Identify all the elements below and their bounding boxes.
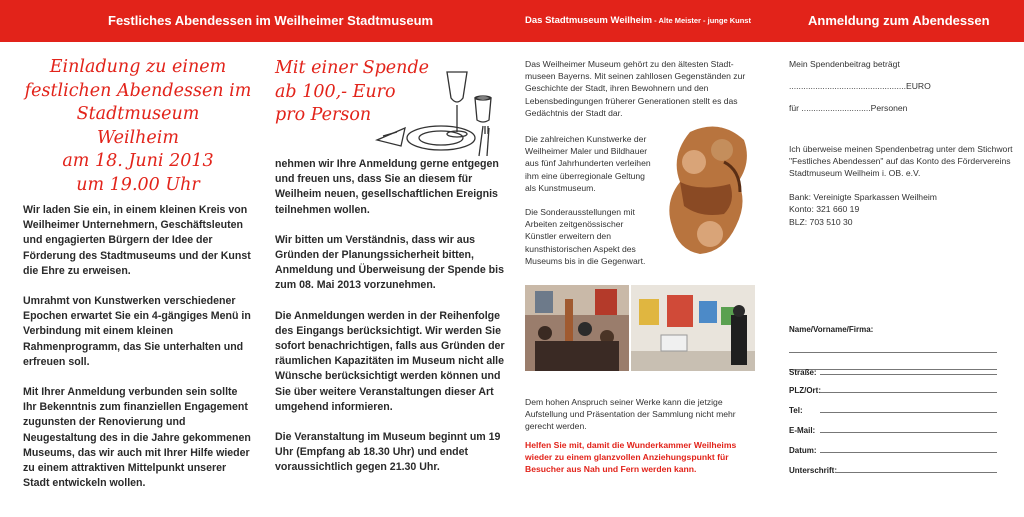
signature-field[interactable] <box>835 458 997 473</box>
persons-line[interactable]: für .............................Personen <box>789 103 908 114</box>
field-label-plz: PLZ/Ort: <box>789 386 821 395</box>
field-label-date: Datum: <box>789 446 817 455</box>
header-title-mid-main: Das Stadtmuseum Weilheim <box>525 15 653 26</box>
date-field[interactable] <box>820 438 997 453</box>
field-label-tel: Tel: <box>789 406 803 415</box>
spende-line: Mit einer Spende <box>275 58 429 78</box>
spende-line: ab 100,- Euro <box>275 81 396 102</box>
angel-sculpture-image <box>660 122 756 262</box>
plz-field[interactable] <box>820 378 997 393</box>
col3-call-to-action: Helfen Sie mit, damit die Wunderkammer Weilheims wieder zu einem glanzvollen Anziehungspunkt für Besucher aus Nah und Fern werden kann. <box>525 439 737 475</box>
email-field[interactable] <box>820 418 997 433</box>
col1-para: Umrahmt von Kunstwerken verschiedener Epochen erwartet Sie ein 4-gängiges Menü in Verbindung mit einem kleinen Rahmenprogramm, das Sie unterhalten und erfreuen soll. <box>23 295 251 368</box>
col3-para: Das Weilheimer Museum gehört zu den ältesten Stadt-museen Bayerns. Mit seinen zahllosen Gegenständen zur Geschichte der Stadt, ihren Bewohnern und den Lebensbedingungen früherer Generationen stellt es das Gedächtnis der Stadt dar. <box>525 59 746 118</box>
col2-para: Die Veranstaltung im Museum beginnt um 19 Uhr (Empfang ab 18.30 Uhr) und endet voraussichtlich gegen 21.30 Uhr. <box>275 431 501 474</box>
street-field[interactable] <box>820 360 997 375</box>
header-title-mid <box>525 0 751 42</box>
bank-line: Bank: Vereinigte Sparkassen Weilheim <box>789 192 937 203</box>
col2-para: nehmen wir Ihre Anmeldung gerne entgegen und freuen uns, dass Sie an diesem für Weilheim neuen, gesellschaftlichen Ereignis teilnehmen wollen. <box>275 158 499 216</box>
name-field[interactable] <box>789 338 997 353</box>
museum-visitors-photo <box>525 285 629 371</box>
col2-text <box>275 157 507 491</box>
col3-para: Dem hohen Anspruch seiner Werke kann die jetzige Aufstellung und Präsentation der Sammlung nicht mehr gerecht werden. <box>525 397 736 432</box>
konto-line: Konto: 321 660 19 <box>789 204 860 215</box>
col1-para: Mit Ihrer Anmeldung verbunden sein sollte Ihr Bekenntnis zum finanziellen Engagement zugunsten der Renovierung und Neugestaltung des in die Jahre gekommenen Museums, das wir auch mit Ihrer Hilfe wieder zu einem attraktiven Mittelpunkt unserer Stadt entwickeln wollen. <box>23 386 251 490</box>
col3-text-mid <box>525 133 655 279</box>
col3-text-bottom <box>525 396 757 487</box>
col2-para: Die Anmeldungen werden in der Reihenfolge des Eingangs berücksichtigt. Wir werden Sie sofort benachrichtigen, falls aus Gründen der räumlichen Kapazitäten im Museum nicht alle Wünsche berücksichtigt werden können und Sie über weitere Veranstaltungen dieser Art umgehend informieren. <box>275 309 505 413</box>
col3-para: Die Sonderausstellungen mit Arbeiten zeitgenössischer Künstler erweitern den kunsthistorischen Aspekt des Museums bis in die Gegenwart. <box>525 207 646 266</box>
registration-form-top <box>789 58 1014 228</box>
tel-field[interactable] <box>820 398 997 413</box>
col1-text <box>23 203 253 506</box>
col3-text-top <box>525 58 757 131</box>
invite-line: Stadtmuseum <box>76 104 200 124</box>
field-label-email: E-Mail: <box>789 426 816 435</box>
col2-para: Wir bitten um Verständnis, dass wir aus Gründen der Planungssicherheit bitten, Anmeldung und Überweisung der Spende bis zum 08. Mai 2013 vorzunehmen. <box>275 233 504 292</box>
col1-para: Wir laden Sie ein, in einem kleinen Kreis von Weilheimer Unternehmern, Geschäftsleuten und engagierten Bürgern der Idee der Förderung des Stadtmuseums und der Kunst die Ehre zu erweisen. <box>23 204 251 277</box>
gallery-exhibition-photo <box>631 285 755 371</box>
invite-line: am 18. Juni 2013 <box>62 151 214 171</box>
header-title-left: Festliches Abendessen im Weilheimer Stadtmuseum <box>108 13 434 28</box>
field-label-street: Straße: <box>789 368 817 377</box>
invite-line: Einladung zu einem <box>49 57 227 77</box>
table-setting-illustration <box>375 68 500 158</box>
invite-line: Weilheim <box>97 127 179 148</box>
header-title-right: Anmeldung zum Abendessen <box>808 13 990 28</box>
col3-para: Die zahlreichen Kunstwerke der Weilheimer Maler und Bildhauer aus fünf Jahrhunderten verleihen ihm eine überregionale Geltung als Kunstmuseum. <box>525 134 651 193</box>
invite-line: um 19.00 Uhr <box>76 174 200 195</box>
invitation-heading <box>18 56 258 197</box>
donation-amount-line[interactable]: .................................................EURO <box>789 81 931 92</box>
field-label-signature: Unterschrift: <box>789 466 838 475</box>
invite-line: festlichen Abendessen im <box>24 80 252 101</box>
blz-line: BLZ: 703 510 30 <box>789 216 853 227</box>
donation-label: Mein Spendenbeitrag beträgt <box>789 59 900 69</box>
field-label-name: Name/Vorname/Firma: <box>789 325 874 334</box>
spende-line: pro Person <box>275 105 372 125</box>
header-title-mid-sub: - Alte Meister - junge Kunst <box>652 16 751 25</box>
transfer-text: Ich überweise meinen Spendenbetrag unter dem Stichwort "Festliches Abendessen" auf das Konto des Fördervereins Stadtmuseum Weilheim i. OB. e.V. <box>789 143 1013 179</box>
